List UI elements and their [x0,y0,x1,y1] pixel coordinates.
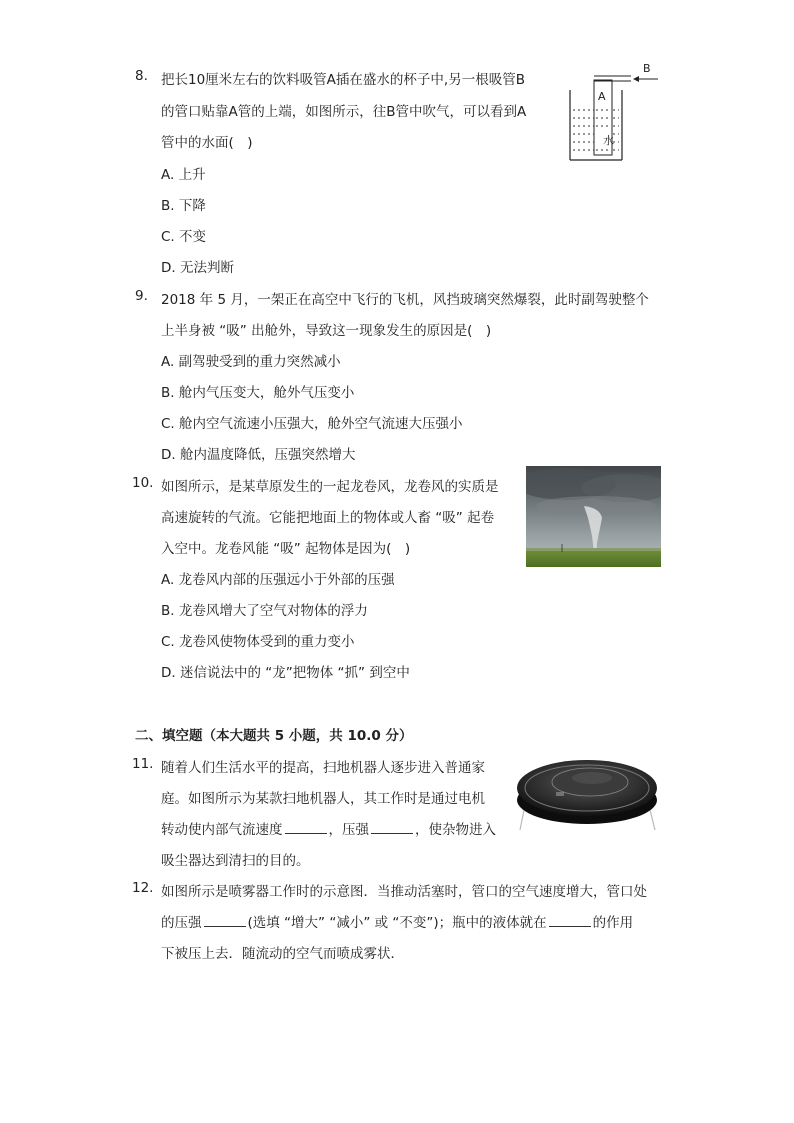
text-segment: 的压强 [161,915,202,931]
option-a: A. 龙卷风内部的压强远小于外部的压强 [161,572,395,588]
question-text-line: 庭。如图所示为某款扫地机器人，其工作时是通过电机 [161,791,485,807]
option-c: C. 龙卷风使物体受到的重力变小 [161,634,355,650]
text-segment: (选填 “增大” “减小” 或 “不变”)；瓶中的液体就在 [247,915,547,931]
text-segment: ，使杂物进入 [415,822,496,838]
option-a: A. 副驾驶受到的重力突然减小 [161,354,341,370]
question-text-line: 吸尘器达到清扫的目的。 [161,853,310,869]
option-d: D. 迷信说法中的 “龙”把物体 “抓” 到空中 [161,665,410,681]
question-number: 11. [132,756,154,772]
question-text-line: 下被压上去．随流动的空气而喷成雾状． [161,946,404,962]
question-text-line: 把长10厘米左右的饮料吸管A插在盛水的杯子中,另一根吸管B [161,72,525,88]
question-number: 9. [135,288,148,304]
question-text-line: 如图所示是喷雾器工作时的示意图．当推动活塞时，管口的空气速度增大，管口处 [161,884,647,900]
question-number: 8. [135,68,148,84]
question-text-line: 管中的水面( ) [161,135,253,151]
question-text-line: 的管口贴靠A管的上端，如图所示，往B管中吹气，可以看到A [161,104,527,120]
text-segment: 转动使内部气流速度 [161,822,283,838]
answer-blank[interactable] [371,821,413,834]
question-text-line: 上半身被 “吸” 出舱外，导致这一现象发生的原因是( ) [161,323,492,339]
question-text-line [161,911,633,931]
tornado-photo [526,466,661,567]
question-text-line: 随着人们生活水平的提高，扫地机器人逐步进入普通家 [161,760,485,776]
question-text-line: 高速旋转的气流。它能把地面上的物体或人畜 “吸” 起卷 [161,510,495,526]
question-text-line: 2018 年 5 月，一架正在高空中飞行的飞机，风挡玻璃突然爆裂，此时副驾驶整个 [161,292,649,308]
section-heading: 二、填空题（本大题共 5 小题，共 10.0 分） [135,728,413,744]
straw-cup-figure [565,60,665,165]
label-a: A [598,90,606,103]
robot-vacuum-photo [512,748,662,833]
question-text-line: 如图所示，是某草原发生的一起龙卷风，龙卷风的实质是 [161,479,499,495]
option-b: B. 舱内气压变大，舱外气压变小 [161,385,355,401]
option-c: C. 不变 [161,229,207,245]
option-a: A. 上升 [161,167,206,183]
question-number: 12. [132,880,154,896]
option-c: C. 舱内空气流速小压强大，舱外空气流速大压强小 [161,416,463,432]
option-d: D. 无法判断 [161,260,234,276]
answer-blank[interactable] [204,914,246,927]
question-number: 10. [132,475,154,491]
option-b: B. 龙卷风增大了空气对物体的浮力 [161,603,368,619]
option-b: B. 下降 [161,198,206,214]
answer-blank[interactable] [285,821,327,834]
question-text-line [161,818,496,838]
text-segment: ，压强 [328,822,369,838]
question-text-line: 入空中。龙卷风能 “吸” 起物体是因为( ) [161,541,411,557]
option-d: D. 舱内温度降低，压强突然增大 [161,447,356,463]
text-segment: 的作用 [592,915,634,931]
label-water: 水 [603,134,614,147]
answer-blank[interactable] [549,914,591,927]
label-b: B [643,62,651,75]
